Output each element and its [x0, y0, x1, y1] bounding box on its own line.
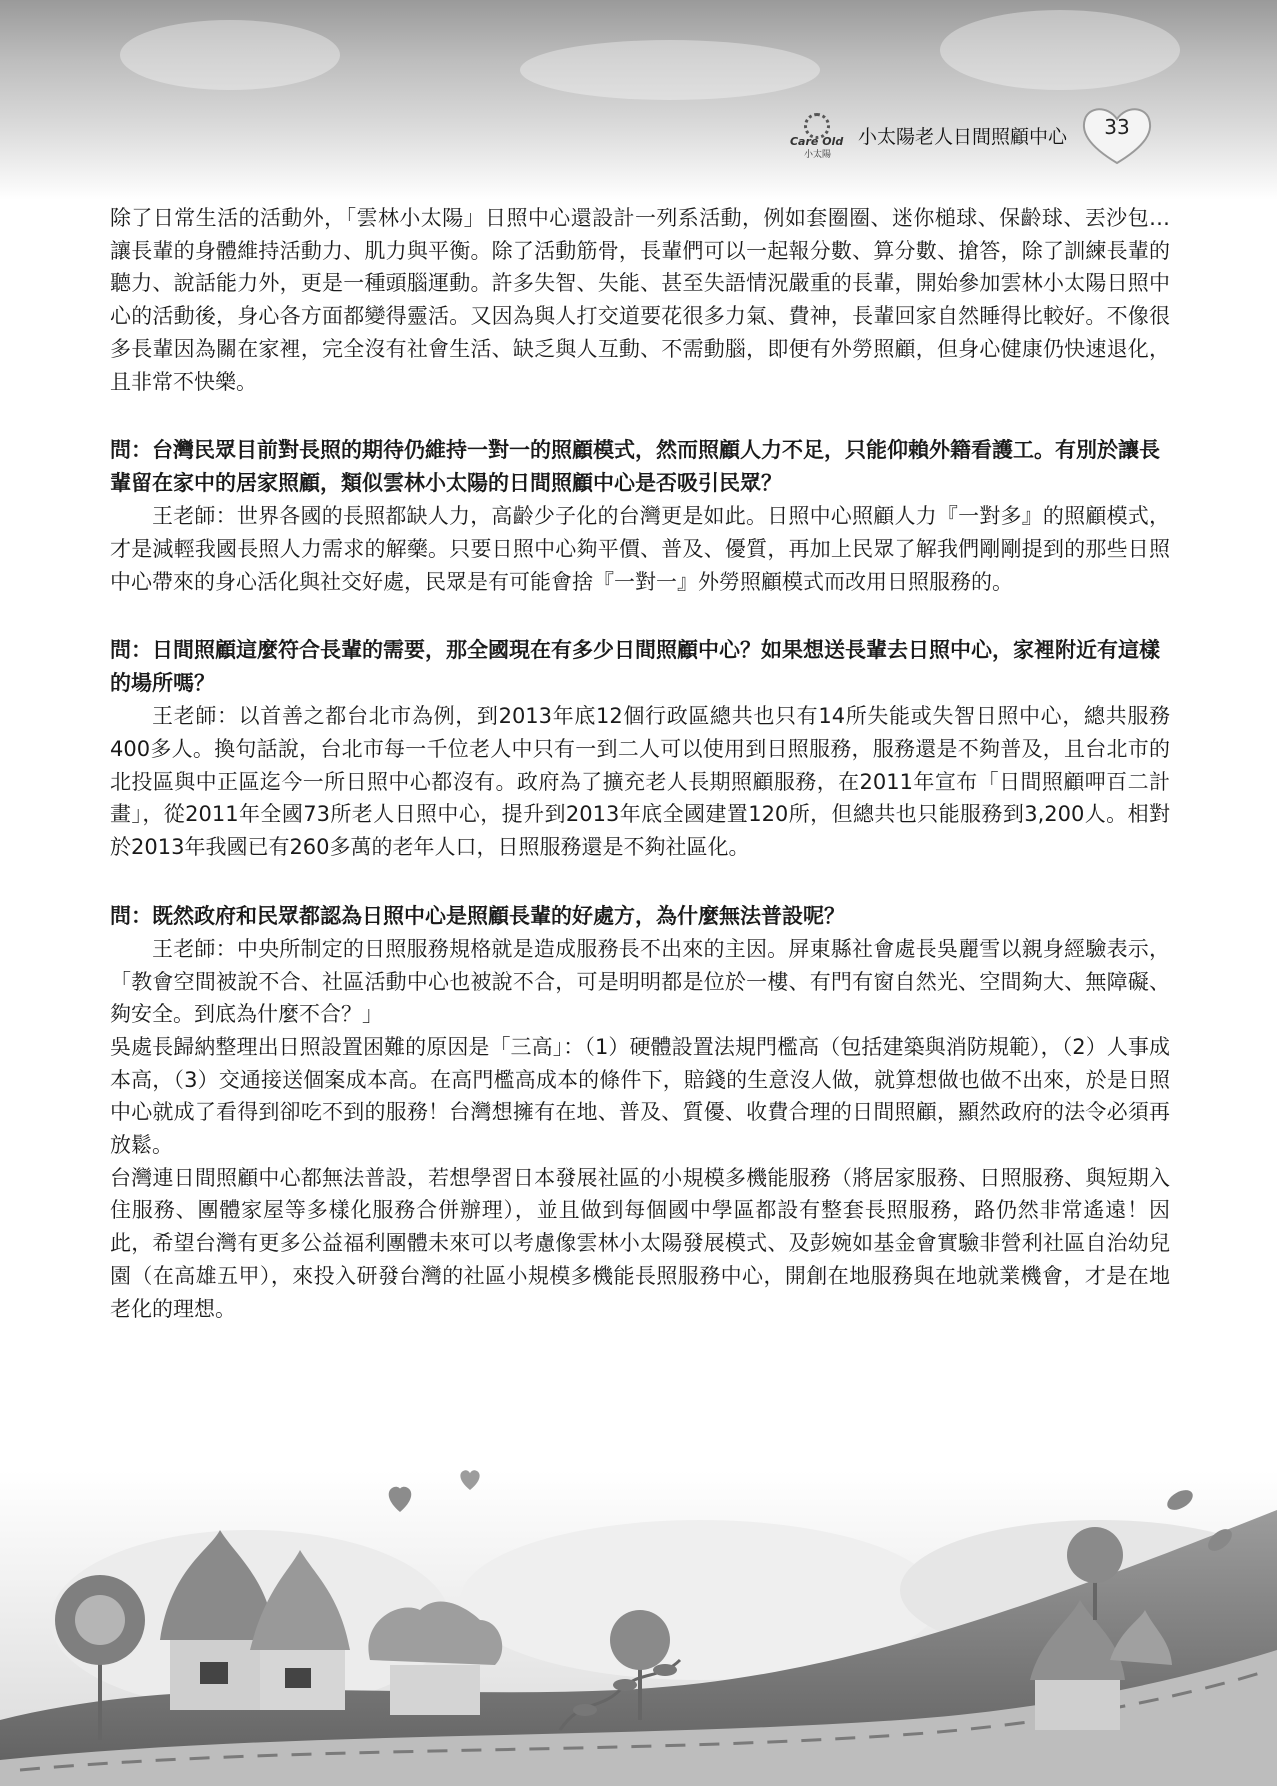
page-number-heart	[1077, 103, 1157, 167]
question-1: 問：台灣民眾目前對長照的期待仍維持一對一的照顧模式，然而照顧人力不足，只能仰賴外籍看護工。有別於讓長輩留在家中的居家照顧，類似雲林小太陽的日間照顧中心是否吸引民眾？	[110, 438, 1160, 496]
article-body	[110, 202, 1170, 1325]
answer-3-part-2: 吳處長歸納整理出日照設置困難的原因是「三高」：（1）硬體設置法規門檻高（包括建築與消防規範），（2）人事成本高，（3）交通接送個案成本高。在高門檻高成本的條件下，賠錢的生意沒人做，就算想做也做不出來，於是日照中心就成了看得到卻吃不到的服務！台灣想擁有在地、普及、質優、收費合理的日間照顧，顯然政府的法令必須再放鬆。	[110, 1034, 1170, 1158]
texture-blot	[120, 20, 340, 90]
logo-sub: 小太陽	[803, 150, 831, 160]
answer-3: 王老師：中央所制定的日照服務規格就是造成服務長不出來的主因。屏東縣社會處長吳麗雪以親身經驗表示，「教會空間被說不合、社區活動中心也被說不合，可是明明都是位於一樓、有門有窗自然光、空間夠大、無障礙、夠安全。到底為什麼不合？」	[110, 936, 1170, 1027]
answer-1: 王老師：世界各國的長照都缺人力，高齡少子化的台灣更是如此。日照中心照顧人力『一對多』的照顧模式，才是減輕我國長照人力需求的解藥。只要日照中心夠平價、普及、優質，再加上民眾了解我們剛剛提到的那些日照中心帶來的身心活化與社交好處，民眾是有可能會捨『一對一』外勞照顧模式而改用日照服務的。	[110, 504, 1170, 594]
answer-3-part-3: 台灣連日間照顧中心都無法普設，若想學習日本發展社區的小規模多機能服務（將居家服務、日照服務、與短期入住服務、團體家屋等多樣化服務合併辦理），並且做到每個國中學區都設有整套長照服務，路仍然非常遙遠！因此，希望台灣有更多公益福利團體未來可以考慮像雲林小太陽發展模式、及彭婉如基金會實驗非營利社區自治幼兒園（在高雄五甲），來投入研發台灣的社區小規模多機能長照服務中心，開創在地服務與在地就業機會，才是在地老化的理想。	[110, 1165, 1170, 1321]
page-header	[790, 105, 1157, 165]
intro-paragraph: 除了日常生活的活動外，「雲林小太陽」日照中心還設計一列系活動，例如套圈圈、迷你槌球、保齡球、丟沙包…讓長輩的身體維持活動力、肌力與平衡。除了活動筋骨，長輩們可以一起報分數、算分數、搶答，除了訓練長輩的聽力、說話能力外，更是一種頭腦運動。許多失智、失能、甚至失語情況嚴重的長輩，開始參加雲林小太陽日照中心的活動後，身心各方面都變得靈活。又因為與人打交道要花很多力氣、費神，長輩回家自然睡得比較好。不像很多長輩因為關在家裡，完全沒有社會生活、缺乏與人互動、不需動腦，即便有外勞照顧，但身心健康仍快速退化，且非常不快樂。	[110, 206, 1170, 394]
texture-blot	[940, 10, 1180, 90]
logo-brand: Care Old	[789, 135, 844, 148]
center-name: 小太陽老人日間照顧中心	[857, 125, 1067, 148]
texture-blot	[520, 40, 820, 100]
header-texture	[0, 0, 1277, 200]
answer-2: 王老師：以首善之都台北市為例，到2013年底12個行政區總共也只有14所失能或失智日照中心，總共服務400多人。換句話說，台北市每一千位老人中只有一到二人可以使用到日照服務，服務還是不夠普及，且台北市的北投區與中正區迄今一所日照中心都沒有。政府為了擴充老人長期照顧服務，在2011年宣布「日間照顧呷百二計畫」，從2011年全國73所老人日照中心，提升到2013年底全國建置120所，但總共也只能服務到3,200人。相對於2013年我國已有260多萬的老年人口，日照服務還是不夠社區化。	[110, 704, 1170, 860]
logo	[789, 113, 848, 160]
question-2: 問：日間照顧這麼符合長輩的需要，那全國現在有多少日間照顧中心？如果想送長輩去日照中心，家裡附近有這樣的場所嗎？	[110, 638, 1160, 696]
footer-illustration	[0, 1470, 1277, 1786]
question-3: 問：既然政府和民眾都認為日照中心是照顧長輩的好處方，為什麼無法普設呢？	[110, 903, 845, 928]
page-number: 33	[1104, 115, 1130, 139]
